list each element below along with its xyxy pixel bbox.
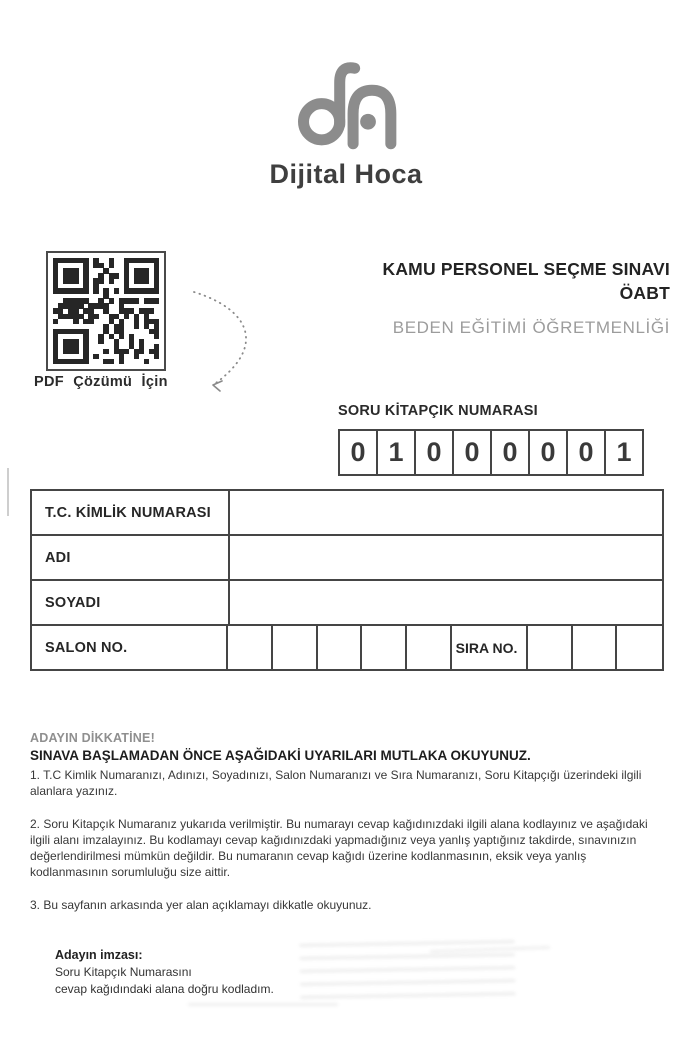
salon-no-cell [228,626,273,669]
identity-form-table [30,489,664,671]
salon-no-label: SALON NO. [32,626,228,669]
booklet-digit-box: 0 [414,429,454,476]
booklet-digit-box: 1 [376,429,416,476]
sira-no-label: SIRA NO. [452,626,528,669]
exam-title: KAMU PERSONEL SEÇME SINAVI [382,259,670,279]
brand-header [0,58,692,190]
adi-label: ADI [32,536,230,579]
sira-no-cell [617,626,662,669]
salon-no-cell [407,626,452,669]
instruction-item: 2. Soru Kitapçık Numaranız yukarıda verilmiştir. Bu numarayı cevap kağıdınızdaki ilgili alana kodlayınız ve aşağıdaki ilgili alanı imzalayınız. Bu kodlamayı cevap kağıdınızdaki yapmadığınız veya yanlış yaptığınız takdirde, sınavınızın değerlendirilmesi mümkün değildir. Bu numaranın cevap kağıdı üzerine kodlanmasının, eksik veya yanlış kodlanmasının sorumluluğu size aittir. [30,816,648,879]
booklet-digit-box: 0 [338,429,378,476]
signature-line: cevap kağıdındaki alana doğru kodladım. [55,981,274,996]
exam-type: ÖABT [619,282,670,303]
tc-kimlik-field [230,491,662,534]
exam-title-block [240,258,670,338]
qr-frame [46,251,166,371]
tc-kimlik-label: T.C. KİMLİK NUMARASI [32,491,230,534]
salon-no-cell [362,626,407,669]
scan-artifact [188,1003,338,1010]
exam-branch: BEDEN EĞİTİMİ ÖĞRETMENLİĞİ [392,318,670,338]
brand-name: Dijital Hoca [269,159,423,189]
booklet-number-label: SORU KİTAPÇIK NUMARASI [338,403,538,419]
sira-no-cell [573,626,618,669]
table-row [32,491,662,536]
booklet-digit-box: 0 [452,429,492,476]
scan-artifact [300,940,516,1002]
booklet-digit-box: 0 [566,429,606,476]
booklet-number-boxes [338,429,644,476]
instruction-item: 3. Bu sayfanın arkasında yer alan açıklamayı dikkatle okuyunuz. [30,897,372,912]
qr-caption: PDF Çözümü İçin [34,374,168,390]
booklet-digit-box: 1 [604,429,644,476]
soyadi-label: SOYADI [32,581,230,624]
table-row [32,581,662,626]
attention-heading: ADAYIN DİKKATİNE! [30,731,155,745]
scan-artifact [430,946,550,956]
dijital-hoca-logo-icon [287,58,405,154]
booklet-digit-box: 0 [490,429,530,476]
scan-artifact [7,468,9,516]
salon-no-cell [273,626,318,669]
table-row [32,626,662,669]
sira-no-cell [528,626,573,669]
adi-field [230,536,662,579]
instruction-item: 1. T.C Kimlik Numaranızı, Adınızı, Soyadınızı, Salon Numaranızı ve Sıra Numaranızı, Soru Kitapçığı üzerindeki ilgili alanlara yazınız. [30,768,642,798]
soyadi-field [230,581,662,624]
warning-heading: SINAVA BAŞLAMADAN ÖNCE AŞAĞIDAKİ UYARILARI MUTLAKA OKUYUNUZ. [30,748,531,763]
signature-label: Adayın imzası: [55,948,143,962]
booklet-digit-box: 0 [528,429,568,476]
instructions-section [30,731,662,914]
signature-line: Soru Kitapçık Numarasını [55,965,192,980]
signature-section [55,947,274,997]
salon-no-cell [318,626,363,669]
table-row [32,536,662,581]
qr-code [53,258,159,364]
